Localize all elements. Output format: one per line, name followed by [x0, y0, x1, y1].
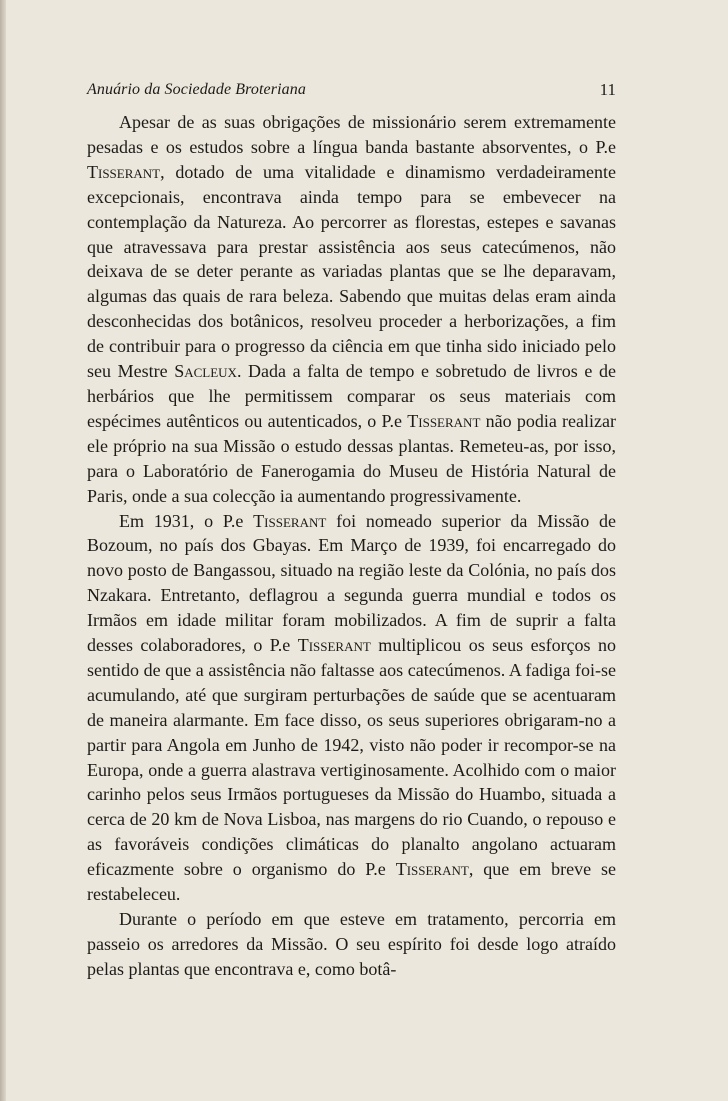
text-run: Em 1931, o P.e	[119, 510, 254, 531]
text-run: , que em breve se restabeleceu.	[87, 859, 617, 905]
text-run: foi nomeado superior da Missão de Bozoum, no país dos Gbayas. Em Março de 1939, foi encarregado do novo posto de Bangassou, situado na região leste da Colónia, no país dos Nzakara. Entretanto, deflagrou a segunda guerra mundial e todos os Irmãos em idade militar foram mobilizados. A fim de suprir a falta desses colaboradores, o P.e	[87, 510, 616, 656]
text-run: , dotado de uma vitalidade e dinamismo verdadeiramente excepcionais, encontrava ainda tempo para se embevecer na contemplação da Natureza. Ao percorrer as florestas, estepes e savanas que atravessava para prestar assistência aos seus catecúmenos, não deixava de se deter perante as variadas plantas que se lhe deparavam, algumas das quais de rara beleza. Sabendo que muitas delas eram ainda desconhecidas dos botânicos, resolveu proceder a herborizações, a fim de contribuir para o progresso da ciência em que tinha sido iniciado pelo seu Mestre	[87, 161, 616, 382]
small-caps-name: Sacleux	[174, 361, 237, 382]
journal-title: Anuário da Sociedade Broteriana	[87, 81, 306, 98]
text-run: multiplicou os seus esforços no sentido de que a assistência não faltasse aos catecúmenos. A fadiga foi-se acumulando, até que surgiram perturbações de saúde que se acentuaram de maneira alarmante. Em face disso, os seus superiores obrigaram-no a partir para Angola em Junho de 1942, visto não poder ir recompor-se na Europa, onde a guerra alastrava vertiginosamente. Acolhido com o maior carinho pelos seus Irmãos portugueses da Missão do Huambo, situada a cerca de 20 km de Nova Lisboa, nas margens do rio Cuando, o repouso e as favoráveis condições climáticas do planalto angolano actuaram eficazmente sobre o organismo do P.e	[87, 635, 616, 880]
small-caps-name: Tisserant	[395, 859, 469, 880]
text-run: Durante o período em que esteve em tratamento, percorria em passeio os arredores da Missão. O seu espírito foi desde logo atraído pelas plantas que encontrava e, como botâ-	[87, 909, 616, 979]
paragraph	[87, 907, 616, 982]
small-caps-name: Tisserant	[253, 510, 327, 531]
running-header	[87, 80, 616, 102]
page-binding-edge	[0, 0, 6, 1101]
small-caps-name: Tisserant	[87, 161, 161, 182]
text-run: . Dada a falta de tempo e sobretudo de livros e de herbários que lhe permitissem comparar os seus materiais com espécimes autênticos ou autenticados, o P.e	[87, 361, 616, 431]
body-text	[87, 110, 616, 982]
small-caps-name: Tisserant	[407, 410, 481, 431]
text-run: não podia realizar ele próprio na sua Missão o estudo dessas plantas. Remeteu-as, por isso, para o Laboratório de Fanerogamia do Museu de História Natural de Paris, onde a sua colecção ia aumentando progressivamente.	[87, 410, 616, 506]
paragraph	[87, 110, 616, 509]
small-caps-name: Tisserant	[297, 635, 371, 656]
text-run: Apesar de as suas obrigações de missionário serem extremamente pesadas e os estudos sobre a língua banda bastante absorventes, o P.e	[87, 112, 616, 157]
page-number: 11	[599, 80, 616, 99]
paragraph	[87, 509, 616, 908]
